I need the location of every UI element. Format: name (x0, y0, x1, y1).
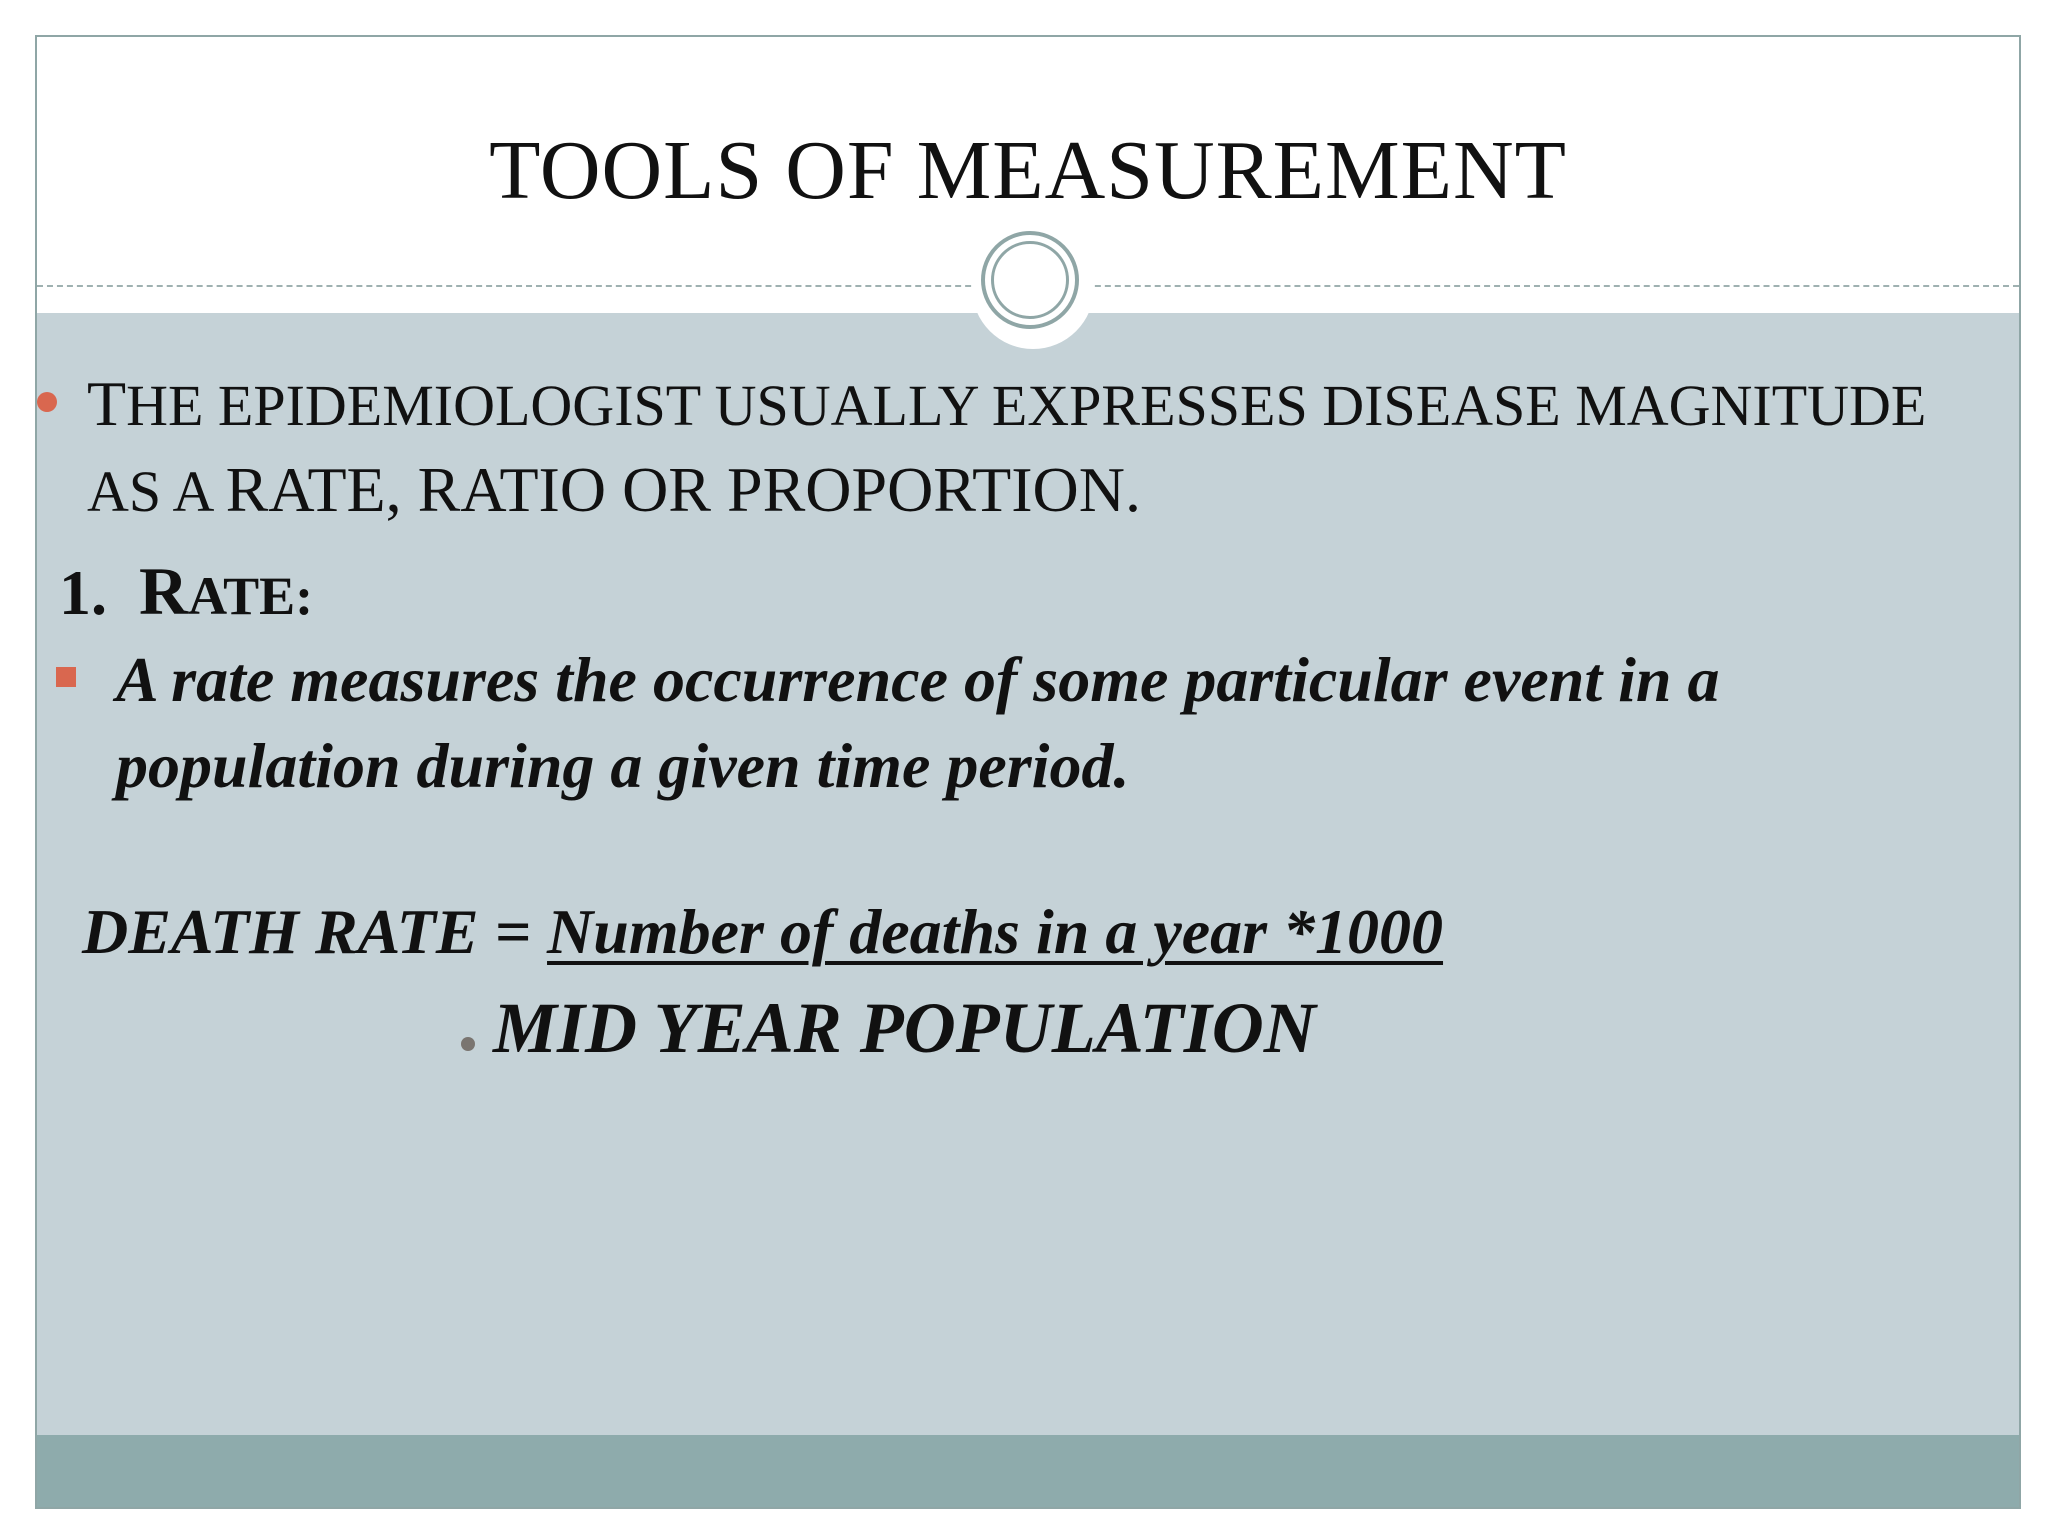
ring-inner-icon (991, 241, 1069, 319)
formula-denominator: MID YEAR POPULATION (493, 988, 1316, 1068)
intro-line2-small: AS A (87, 459, 226, 524)
rate-definition: A rate measures the occurrence of some particular event in a population during a given time period. (116, 644, 1720, 801)
small-bullet-icon (461, 1037, 475, 1051)
heading-rest: ATE: (188, 566, 314, 626)
heading-number: 1. (59, 557, 107, 628)
heading-cap: R (139, 553, 189, 629)
slide (35, 35, 2021, 1509)
rate-heading (59, 552, 313, 631)
round-bullet-icon (37, 392, 57, 412)
slide-title: TOOLS OF MEASUREMENT (489, 124, 1567, 217)
square-bullet-icon (56, 667, 76, 687)
formula-numerator: Number of deaths in a year *1000 (547, 896, 1444, 967)
formula-lhs: DEATH RATE = (82, 896, 548, 967)
intro-cap: T (87, 368, 127, 439)
footer-band (37, 1435, 2019, 1507)
intro-line1: HE EPIDEMIOLOGIST USUALLY EXPRESSES DISEASE MAGNITUDE (126, 373, 1927, 438)
death-rate-formula (82, 895, 1443, 969)
intro-line2-big: RATE, RATIO OR PROPORTION. (225, 454, 1141, 525)
intro-paragraph (87, 362, 1987, 534)
